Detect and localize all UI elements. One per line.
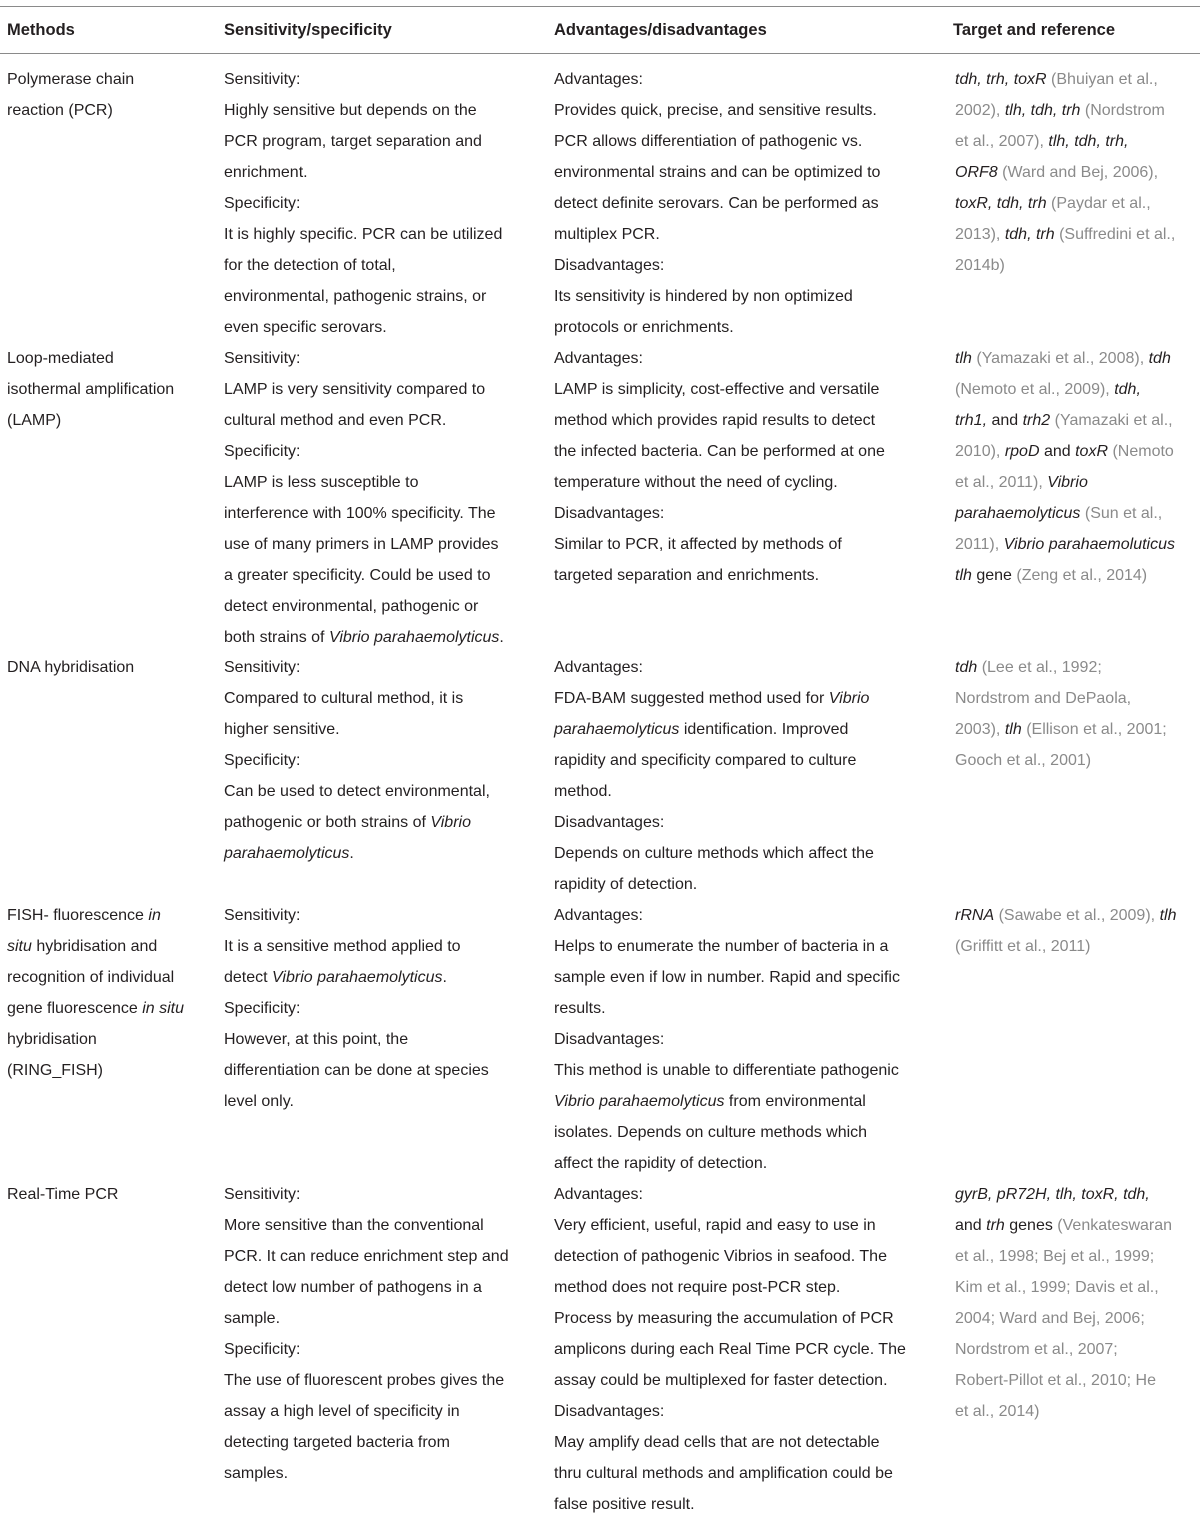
method-cell [7,1179,212,1210]
cell-line: 2010), rpoD and toxR (Nemoto [955,443,1174,460]
cell-line: It is highly specific. PCR can be utilized [224,226,503,243]
cell-line: parahaemolyticus. [224,845,354,862]
cell-line: the infected bacteria. Can be performed at one [554,443,885,460]
cell-line: pathogenic or both strains of Vibrio [224,814,471,831]
target-reference-cell [955,64,1195,281]
cell-line: Specificity: [224,1341,301,1358]
cell-line: amplicons during each Real Time PCR cycle. The [554,1341,906,1358]
cell-line: Robert-Pillot et al., 2010; He [955,1372,1156,1389]
header-target-reference: Target and reference [953,21,1116,39]
cell-line: Specificity: [224,443,301,460]
cell-line: Can be used to detect environmental, [224,783,490,800]
cell-line: 2013), tdh, trh (Suffredini et al., [955,226,1176,243]
cell-line: However, at this point, the [224,1031,409,1048]
cell-line: toxR, tdh, trh (Paydar et al., [955,195,1151,212]
cell-line: May amplify dead cells that are not detectable [554,1434,880,1451]
cell-line: rapidity and specificity compared to culture [554,752,857,769]
cell-line: Real-Time PCR [7,1186,119,1203]
cell-line: It is a sensitive method applied to [224,938,461,955]
cell-line: PCR allows differentiation of pathogenic vs. [554,133,863,150]
cell-line: Helps to enumerate the number of bacteria in a [554,938,889,955]
cell-line: interference with 100% specificity. The [224,505,496,522]
cell-line: detect definite serovars. Can be performed as [554,195,879,212]
cell-line: 2011), Vibrio parahaemoluticus [955,536,1175,553]
cell-line: (LAMP) [7,412,62,429]
cell-line: and trh genes (Venkateswaran [955,1217,1173,1234]
advantages-cell [554,652,944,900]
header-rule [0,53,1200,54]
target-reference-cell [955,343,1195,591]
cell-line: affect the rapidity of detection. [554,1155,768,1172]
cell-line: use of many primers in LAMP provides [224,536,499,553]
cell-line: thru cultural methods and amplification could be [554,1465,893,1482]
cell-line: tdh (Lee et al., 1992; [955,659,1102,676]
cell-line: Sensitivity: [224,907,301,924]
cell-line: tdh, trh, toxR (Bhuiyan et al., [955,71,1158,88]
cell-line: rapidity of detection. [554,876,698,893]
cell-line: reaction (PCR) [7,102,113,119]
cell-line: Advantages: [554,350,643,367]
cell-line: LAMP is less susceptible to [224,474,419,491]
cell-line: (Griffitt et al., 2011) [955,938,1091,955]
cell-line: Sensitivity: [224,1186,301,1203]
cell-line: More sensitive than the conventional [224,1217,484,1234]
cell-line: Sensitivity: [224,350,301,367]
cell-line: method. [554,783,612,800]
cell-line: situ hybridisation and [7,938,158,955]
cell-line: even specific serovars. [224,319,387,336]
cell-line: tlh (Yamazaki et al., 2008), tdh [955,350,1171,367]
cell-line: et al., 2007), tlh, tdh, trh, [955,133,1129,150]
cell-line: ORF8 (Ward and Bej, 2006), [955,164,1159,181]
cell-line: Nordstrom and DePaola, [955,690,1132,707]
cell-line: 2002), tlh, tdh, trh (Nordstrom [955,102,1165,119]
cell-line: protocols or enrichments. [554,319,734,336]
cell-line: results. [554,1000,606,1017]
header-advantages-disadvantages: Advantages/disadvantages [554,21,767,39]
cell-line: Depends on culture methods which affect the [554,845,874,862]
cell-line: temperature without the need of cycling. [554,474,838,491]
cell-line: LAMP is simplicity, cost-effective and versatile [554,381,880,398]
cell-line: parahaemolyticus (Sun et al., [955,505,1163,522]
sensitivity-cell [224,1179,540,1489]
cell-line: rRNA (Sawabe et al., 2009), tlh [955,907,1177,924]
method-cell [7,652,212,683]
advantages-cell [554,900,944,1179]
cell-line: FISH- fluorescence in [7,907,161,924]
cell-line: level only. [224,1093,294,1110]
cell-line: detect environmental, pathogenic or [224,598,479,615]
target-reference-cell [955,1179,1195,1427]
target-reference-cell [955,652,1195,776]
cell-line: Sensitivity: [224,659,301,676]
cell-line: Loop-mediated [7,350,114,367]
cell-line: (Nemoto et al., 2009), tdh, [955,381,1141,398]
cell-line: Disadvantages: [554,1403,665,1420]
cell-line: environmental strains and can be optimized to [554,164,881,181]
cell-line: (RING_FISH) [7,1062,103,1079]
cell-line: Compared to cultural method, it is [224,690,464,707]
cell-line: Advantages: [554,71,643,88]
cell-line: both strains of Vibrio parahaemolyticus. [224,629,504,646]
cell-line: parahaemolyticus identification. Improved [554,721,849,738]
cell-line: PCR program, target separation and [224,133,482,150]
cell-line: DNA hybridisation [7,659,135,676]
cell-line: environmental, pathogenic strains, or [224,288,487,305]
cell-line: detect low number of pathogens in a [224,1279,482,1296]
cell-line: Highly sensitive but depends on the [224,102,477,119]
cell-line: isothermal amplification [7,381,175,398]
cell-line: isolates. Depends on culture methods which [554,1124,868,1141]
cell-line: recognition of individual [7,969,175,986]
cell-line: Process by measuring the accumulation of PCR [554,1310,894,1327]
cell-line: Sensitivity: [224,71,301,88]
cell-line: method which provides rapid results to detect [554,412,876,429]
advantages-cell [554,64,944,343]
cell-line: PCR. It can reduce enrichment step and [224,1248,509,1265]
cell-line: assay a high level of specificity in [224,1403,460,1420]
cell-line: Gooch et al., 2001) [955,752,1092,769]
cell-line: a greater specificity. Could be used to [224,567,491,584]
cell-line: targeted separation and enrichments. [554,567,820,584]
cell-line: Similar to PCR, it affected by methods of [554,536,842,553]
cell-line: for the detection of total, [224,257,396,274]
header-methods: Methods [7,21,75,39]
method-cell [7,64,212,126]
cell-line: Disadvantages: [554,257,665,274]
cell-line: FDA-BAM suggested method used for Vibrio [554,690,870,707]
cell-line: Advantages: [554,659,643,676]
cell-line: detect Vibrio parahaemolyticus. [224,969,447,986]
cell-line: method does not require post-PCR step. [554,1279,841,1296]
cell-line: Vibrio parahaemolyticus from environmental [554,1093,866,1110]
cell-line: Kim et al., 1999; Davis et al., [955,1279,1159,1296]
cell-line: gene fluorescence in situ [7,1000,184,1017]
sensitivity-cell [224,343,540,653]
cell-line: higher sensitive. [224,721,340,738]
cell-line: detecting targeted bacteria from [224,1434,450,1451]
cell-line: et al., 2011), Vibrio [955,474,1088,491]
cell-line: false positive result. [554,1496,695,1513]
cell-line: Disadvantages: [554,1031,665,1048]
cell-line: The use of fluorescent probes gives the [224,1372,505,1389]
cell-line: Advantages: [554,907,643,924]
cell-line: Polymerase chain [7,71,135,88]
cell-line: Specificity: [224,195,301,212]
cell-line: Specificity: [224,752,301,769]
cell-line: differentiation can be done at species [224,1062,489,1079]
method-cell [7,343,212,436]
table-top-rule [0,6,1200,7]
target-reference-cell [955,900,1195,962]
cell-line: Advantages: [554,1186,643,1203]
cell-line: Disadvantages: [554,814,665,831]
cell-line: et al., 1998; Bej et al., 1999; [955,1248,1155,1265]
cell-line: trh1, and trh2 (Yamazaki et al., [955,412,1173,429]
cell-line: Nordstrom et al., 2007; [955,1341,1118,1358]
cell-line: multiplex PCR. [554,226,660,243]
cell-line: 2003), tlh (Ellison et al., 2001; [955,721,1167,738]
cell-line: cultural method and even PCR. [224,412,447,429]
cell-line: This method is unable to differentiate pathogenic [554,1062,899,1079]
cell-line: Its sensitivity is hindered by non optimized [554,288,853,305]
cell-line: detection of pathogenic Vibrios in seafood. The [554,1248,887,1265]
cell-line: samples. [224,1465,289,1482]
cell-line: Very efficient, useful, rapid and easy to use in [554,1217,876,1234]
cell-line: Specificity: [224,1000,301,1017]
advantages-cell [554,343,944,591]
cell-line: tlh gene (Zeng et al., 2014) [955,567,1148,584]
cell-line: Provides quick, precise, and sensitive results. [554,102,877,119]
cell-line: hybridisation [7,1031,97,1048]
cell-line: enrichment. [224,164,308,181]
sensitivity-cell [224,900,540,1117]
cell-line: LAMP is very sensitivity compared to [224,381,486,398]
cell-line: 2004; Ward and Bej, 2006; [955,1310,1145,1327]
cell-line: Disadvantages: [554,505,665,522]
cell-line: sample even if low in number. Rapid and specific [554,969,900,986]
header-sensitivity-specificity: Sensitivity/specificity [224,21,392,39]
cell-line: assay could be multiplexed for faster detection. [554,1372,888,1389]
cell-line: et al., 2014) [955,1403,1040,1420]
cell-line: 2014b) [955,257,1005,274]
sensitivity-cell [224,64,540,343]
advantages-cell [554,1179,944,1520]
method-cell [7,900,212,1086]
sensitivity-cell [224,652,540,869]
cell-line: sample. [224,1310,281,1327]
cell-line: gyrB, pR72H, tlh, toxR, tdh, [955,1186,1150,1203]
